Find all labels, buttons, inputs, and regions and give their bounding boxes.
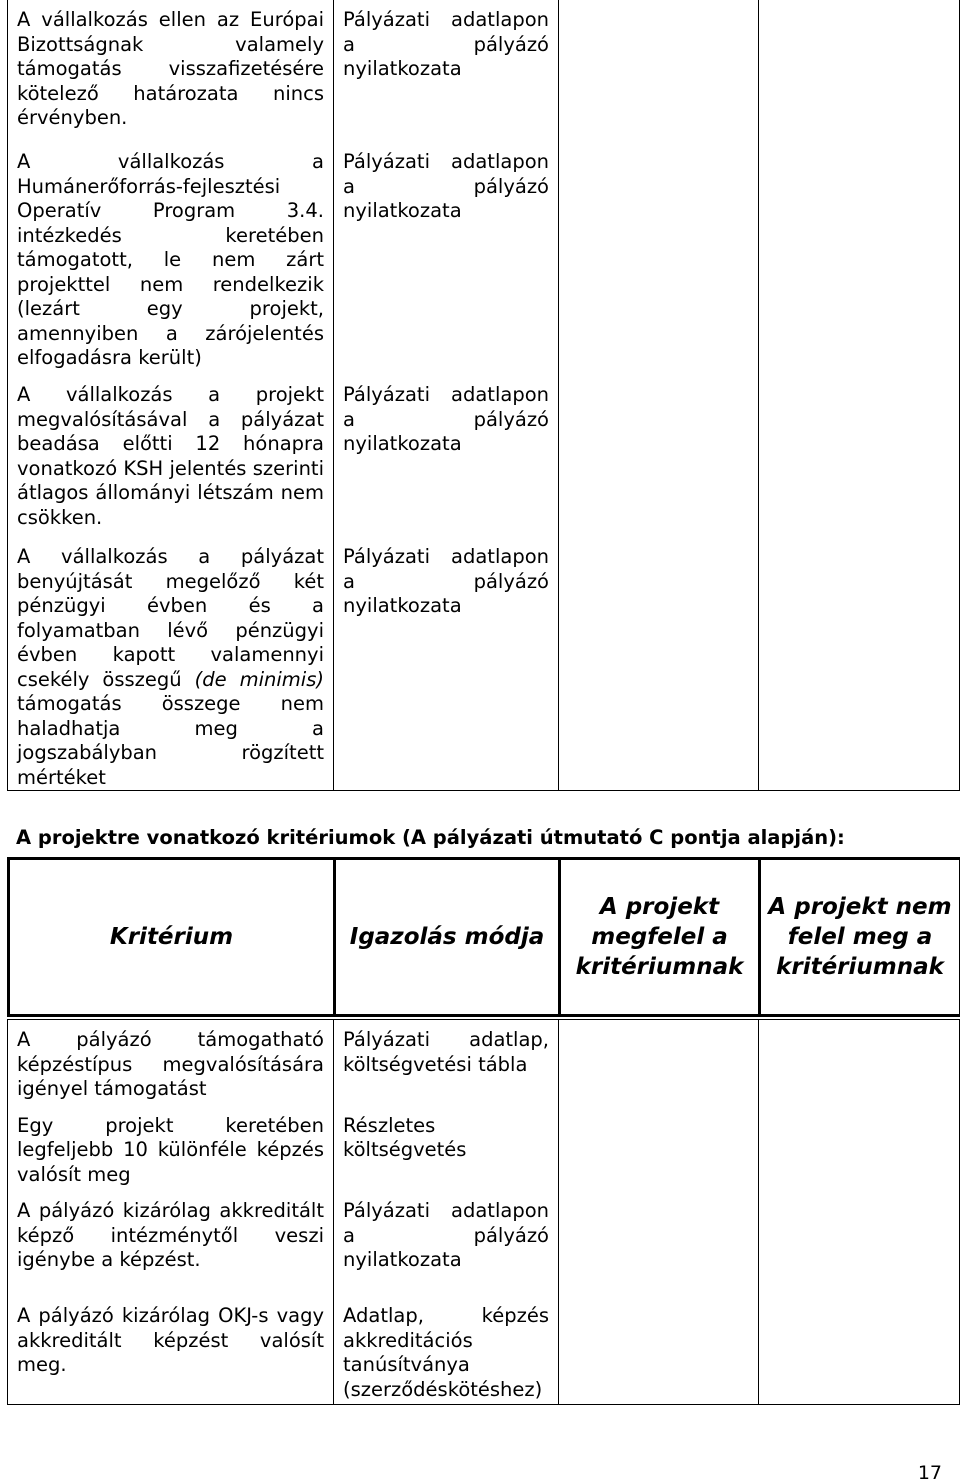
table-row (8, 142, 960, 375)
proof-text: Pályázati adatlapon a pályázó nyilatkozata (343, 150, 549, 224)
meets-cell (559, 1106, 759, 1192)
proof-text: Pályázati adatlapon a pályázó nyilatkozata (343, 8, 549, 82)
criterion-cell (8, 1191, 334, 1296)
page-number: 17 (918, 1462, 942, 1484)
proof-text: Pályázati adatlap, költségvetési tábla (343, 1028, 549, 1077)
meets-cell (559, 1020, 759, 1106)
header-not-meets (760, 859, 960, 1016)
proof-text: Adatlap, képzés akkreditációs tanúsítványa (szerződéskötéshez) (343, 1304, 549, 1402)
header-label: A projekt megfelel a kritériumnak (576, 894, 744, 980)
header-label: Igazolás módja (350, 924, 544, 950)
criterion-text: A pályázó kizárólag OKJ-s vagy akkreditált képzést valósít meg. (17, 1304, 324, 1378)
criterion-text: Egy projekt keretében legfeljebb 10 különféle képzés valósít meg (17, 1114, 324, 1188)
criterion-text: A vállalkozás a projekt megvalósításával a pályázat beadása előtti 12 hónapra vonatkozó KSH jelentés szerinti átlagos állományi létszám nem csökken. (17, 383, 324, 530)
table-row (8, 375, 960, 537)
header-meets (560, 859, 760, 1016)
criterion-text-part: A vállalkozás a pályázat benyújtását megelőző két pénzügyi évben és a folyamatban lévő pénzügyi évben kapott valamennyi csekély összegű (17, 545, 324, 691)
table-row (8, 537, 960, 791)
table-row (8, 1191, 960, 1296)
criterion-text (17, 545, 324, 790)
project-criteria-header (7, 857, 960, 1017)
not-meets-cell (759, 142, 960, 375)
header-row (9, 859, 960, 1016)
meets-cell (559, 142, 759, 375)
not-meets-cell (759, 1020, 960, 1106)
section-title: A projektre vonatkozó kritériumok (A pályázati útmutató C pontja alapján): (16, 826, 845, 849)
criterion-cell (8, 537, 334, 791)
proof-cell (334, 1106, 559, 1192)
table-row (8, 1296, 960, 1405)
criterion-cell (8, 1106, 334, 1192)
proof-cell (334, 537, 559, 791)
criterion-text-part: támogatás összege nem haladhatja meg a jogszabályban rögzített mértéket (17, 692, 324, 789)
meets-cell (559, 1296, 759, 1405)
criterion-text: A vállalkozás a Humánerőforrás-fejlesztési Operatív Program 3.4. intézkedés keretében támogatott, le nem zárt projekttel nem rendelkezik (lezárt egy projekt, amennyiben a zárójelentés elfogadásra került) (17, 150, 324, 371)
de-minimis-term: (de minimis) (195, 668, 324, 691)
criterion-cell (8, 0, 334, 142)
not-meets-cell (759, 0, 960, 142)
criterion-text: A vállalkozás ellen az Európai Bizottságnak valamely támogatás visszafizetésére kötelező határozata nincs érvényben. (17, 8, 324, 131)
header-label: Kritérium (110, 924, 233, 950)
meets-cell (559, 375, 759, 537)
proof-cell (334, 1296, 559, 1405)
project-criteria-table (7, 1019, 960, 1405)
table-row (8, 1020, 960, 1106)
proof-cell (334, 142, 559, 375)
criterion-cell (8, 375, 334, 537)
proof-cell (334, 1191, 559, 1296)
criterion-cell (8, 1296, 334, 1405)
header-proof (335, 859, 560, 1016)
meets-cell (559, 537, 759, 791)
not-meets-cell (759, 537, 960, 791)
proof-cell (334, 0, 559, 142)
meets-cell (559, 0, 759, 142)
criterion-text: A pályázó kizárólag akkreditált képző intézménytől veszi igénybe a képzést. (17, 1199, 324, 1273)
header-label: A projekt nem felel meg a kritériumnak (768, 894, 951, 980)
table-row (8, 0, 960, 142)
not-meets-cell (759, 1191, 960, 1296)
criterion-text: A pályázó támogatható képzéstípus megvalósítására igényel támogatást (17, 1028, 324, 1102)
table-row (8, 1106, 960, 1192)
meets-cell (559, 1191, 759, 1296)
criterion-cell (8, 142, 334, 375)
proof-text: Részletes költségvetés (343, 1114, 549, 1163)
header-criterion (9, 859, 335, 1016)
criterion-cell (8, 1020, 334, 1106)
proof-cell (334, 375, 559, 537)
proof-text: Pályázati adatlapon a pályázó nyilatkozata (343, 1199, 549, 1273)
proof-text: Pályázati adatlapon a pályázó nyilatkozata (343, 545, 549, 619)
not-meets-cell (759, 1296, 960, 1405)
eligibility-table (7, 0, 960, 791)
proof-cell (334, 1020, 559, 1106)
not-meets-cell (759, 375, 960, 537)
proof-text: Pályázati adatlapon a pályázó nyilatkozata (343, 383, 549, 457)
not-meets-cell (759, 1106, 960, 1192)
